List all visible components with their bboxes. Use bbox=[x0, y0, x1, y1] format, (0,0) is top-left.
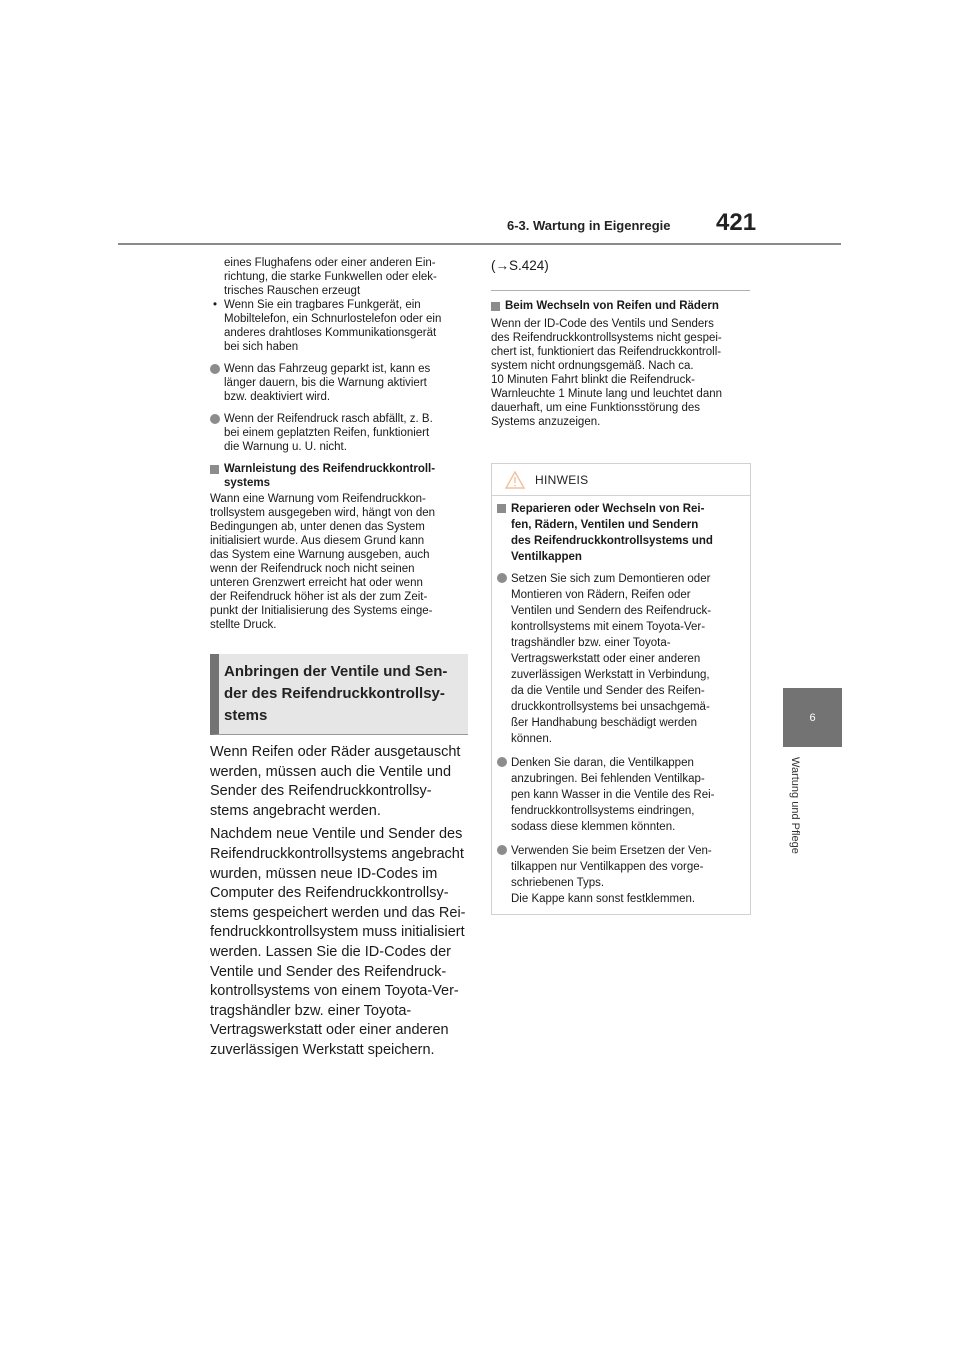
chapter-tab[interactable] bbox=[783, 688, 842, 747]
sub-heading: Warnleistung des Reifendruckkontroll- systems bbox=[210, 462, 468, 490]
square-bullet-icon bbox=[491, 302, 500, 311]
bullet-dot-icon bbox=[210, 414, 220, 424]
header-rule bbox=[118, 243, 841, 245]
chapter-title: Wartung und Pflege bbox=[789, 757, 801, 854]
bullet-dot-icon bbox=[210, 364, 220, 374]
section-header: 6-3. Wartung in Eigenregie bbox=[507, 218, 671, 233]
bullet-dot-icon bbox=[497, 573, 507, 583]
bullet-dot-icon bbox=[497, 757, 507, 767]
square-bullet-icon bbox=[210, 465, 219, 474]
notice-bullet: Verwenden Sie beim Ersetzen der Ven- tilkappen nur Ventilkappen des vorge- schriebenen Typs. Die Kappe kann sonst festklemmen. bbox=[497, 843, 742, 907]
sub-text: Wann eine Warnung vom Reifendruckkon- trollsystem ausgegeben wird, hängt von den Bedingungen ab, unter denen das System initialisiert wurde. Aus diesem Grund kann das System eine Warnung ausgeben, auch wenn der Reifendruck noch nicht seinen unteren Grenzwert erreicht hat oder wenn der Reifendruck höher ist als der zum Zeit- punkt der Initialisierung des Systems einge- stellte Druck. bbox=[210, 493, 436, 631]
bullet-item: Wenn der Reifendruck rasch abfällt, z. B. bei einem geplatzten Reifen, funktioniert die Warnung u. U. nicht. bbox=[210, 412, 468, 454]
page-number: 421 bbox=[716, 209, 757, 236]
notice-label: HINWEIS bbox=[535, 472, 589, 487]
dash-list-item: • Wenn Sie ein tragbares Funkgerät, ein Mobiltelefon, ein Schnurlostelefon oder ein anderes drahtloses Kommunikationsgerät bei sich haben bbox=[210, 298, 468, 354]
dash-bullet: • bbox=[213, 299, 218, 311]
right-column bbox=[491, 256, 750, 429]
page-reference[interactable]: (→S.424) bbox=[491, 258, 549, 273]
notice-heading: Reparieren oder Wechseln von Rei- fen, Rädern, Ventilen und Sendern des Reifendruckkontrollsystems und Ventilkappen bbox=[497, 501, 742, 565]
bullet-dot-icon bbox=[497, 845, 507, 855]
divider bbox=[491, 290, 750, 291]
square-bullet-icon bbox=[497, 504, 506, 513]
chapter-number: 6 bbox=[809, 711, 816, 724]
notice-box bbox=[491, 463, 751, 915]
continuation-text: eines Flughafens oder einer anderen Ein- richtung, die starke Funkwellen oder elek- trisches Rauschen erzeugt bbox=[224, 257, 437, 297]
warning-triangle-icon bbox=[505, 471, 525, 489]
section-heading: Anbringen der Ventile und Sen- der des Reifendruckkontrollsy- stems bbox=[210, 654, 468, 735]
left-column bbox=[210, 256, 468, 1061]
sub-text: Wenn der ID-Code des Ventils und Senders des Reifendruckkontrollsystems nicht gespei- chert ist, funktioniert das Reifendruckkontroll- system nicht ordnungsgemäß. Nach ca. 10 Minuten Fahrt blinkt die Reifendruck- Warnleuchte 1 Minute lang und leuchtet dann dauerhaft, um eine Funktionsstörung des Systems anzuzeigen. bbox=[491, 317, 723, 428]
notice-header bbox=[492, 464, 750, 496]
section-body: Wenn Reifen oder Räder ausgetauscht werden, müssen auch die Ventile und Sender des Reifendruckkontrollsy- stems angebracht werden. Nachdem neue Ventile und Sender des Reifendruckkontrollsystems angebracht wurden, müssen neue ID-Codes im Computer des Reifendruckkontrollsy- stems gespeichert werden und das Rei- fendruckkontrollsystem muss initialisiert werden. Lassen Sie die ID-Codes der Ventile und Sender des Reifendruck- kontrollsystems von einem Toyota-Ver- tragshändler bzw. einer Toyota- Vertragswerkstatt oder einer anderen zuverlässigen Werkstatt speichern. bbox=[210, 744, 466, 1058]
notice-bullet: Setzen Sie sich zum Demontieren oder Montieren von Rädern, Reifen oder Ventilen und Sendern des Reifendruck- kontrollsystems mit einem Toyota-Ver- tragshändler bzw. einer Toyota- Vertragswerkstatt oder einer anderen zuverlässigen Werkstatt in Verbindung, da die Ventile und Sender des Reifen- druckkontrollsystems bei unsachgemä- ßer Handhabung beschädigt werden können. bbox=[497, 571, 742, 747]
sub-heading: Beim Wechseln von Reifen und Rädern bbox=[491, 299, 750, 313]
bullet-item: Wenn das Fahrzeug geparkt ist, kann es länger dauern, bis die Warnung aktiviert bzw. deaktiviert wird. bbox=[210, 362, 468, 404]
notice-bullet: Denken Sie daran, die Ventilkappen anzubringen. Bei fehlenden Ventilkap- pen kann Wasser in die Ventile des Rei- fendruckkontrollsystems eindringen, sodass diese klemmen könnten. bbox=[497, 755, 742, 835]
